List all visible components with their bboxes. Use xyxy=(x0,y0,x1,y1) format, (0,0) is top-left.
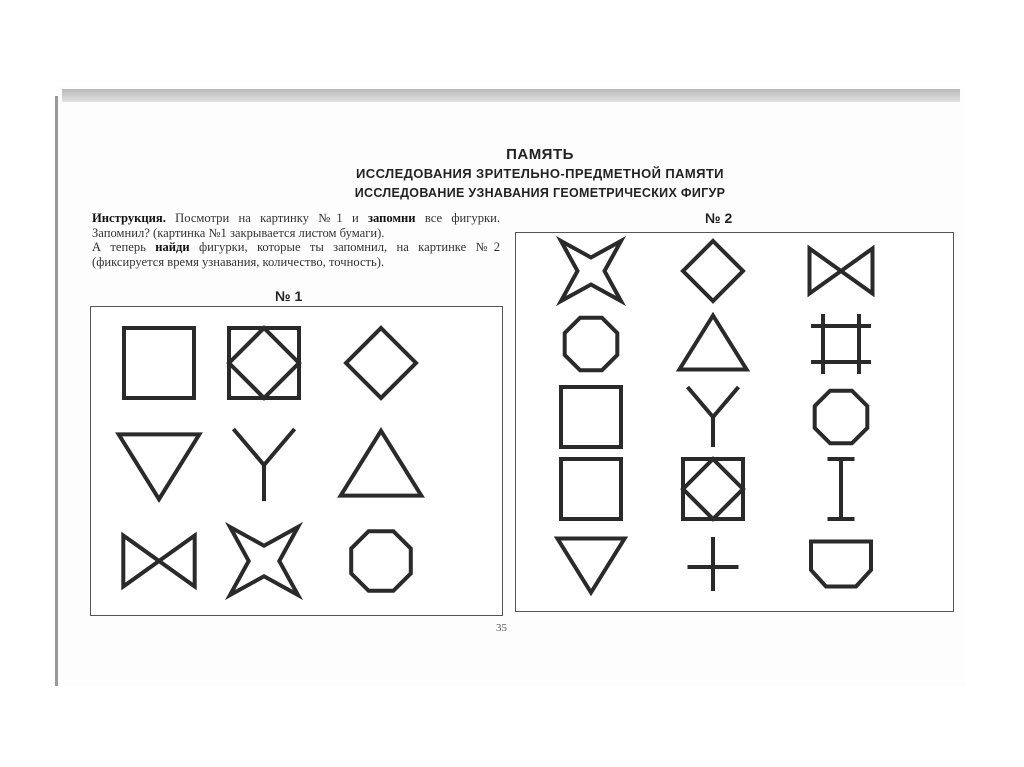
octagon-icon xyxy=(815,391,868,444)
d-shape-icon xyxy=(811,542,871,587)
hash-icon xyxy=(811,314,871,374)
i-beam-icon xyxy=(828,459,855,519)
panel-2-figures xyxy=(516,233,953,611)
triangle-up-icon xyxy=(341,431,422,496)
triangle-down-icon xyxy=(557,539,624,593)
panel-1 xyxy=(90,306,503,616)
panel-2 xyxy=(515,232,954,612)
instruction-part-2: все фигурки. Запомнил? (картинка №1 закрывается листом бумаги). xyxy=(92,211,500,240)
instruction-keyword-find: найди xyxy=(155,240,190,255)
y-shape-icon xyxy=(233,429,294,501)
page-number: 35 xyxy=(496,622,507,634)
instruction-part-4: фигурки, которые ты запомнил, на картинке №2 (фиксируется время узнавания, количество, точность). xyxy=(92,240,500,269)
panel-2-label: № 2 xyxy=(705,210,733,226)
page-subtitle-1: ИССЛЕДОВАНИЯ ЗРИТЕЛЬНО-ПРЕДМЕТНОЙ ПАМЯТИ xyxy=(356,166,724,181)
octagon-icon xyxy=(351,531,411,591)
star4-icon xyxy=(561,241,621,301)
square-diamond-icon xyxy=(683,459,743,519)
scan-top-edge xyxy=(62,89,960,102)
cross-icon xyxy=(688,537,739,591)
diamond-icon xyxy=(683,241,743,301)
instruction-text xyxy=(92,211,500,269)
octagon-icon xyxy=(565,318,618,371)
panel-1-figures xyxy=(91,307,502,615)
square-icon xyxy=(124,328,194,398)
star4-icon xyxy=(230,527,298,595)
triangle-down-icon xyxy=(119,434,200,499)
panel-1-label: № 1 xyxy=(275,288,303,304)
instruction-label: Инструкция. xyxy=(92,211,166,225)
bowtie-icon xyxy=(810,249,873,294)
instruction-part-3: А теперь xyxy=(92,240,156,255)
triangle-up-icon xyxy=(679,316,746,370)
y-shape-icon xyxy=(688,387,739,447)
diamond-icon xyxy=(346,328,416,398)
bowtie-icon xyxy=(123,536,194,587)
page-subtitle-2: ИССЛЕДОВАНИЕ УЗНАВАНИЯ ГЕОМЕТРИЧЕСКИХ ФИГУР xyxy=(354,186,726,200)
square-diamond-icon xyxy=(229,328,299,398)
instruction-part-1: Посмотри на картинку №1 и xyxy=(165,211,368,225)
scan-left-edge xyxy=(55,96,58,686)
square-icon xyxy=(561,387,621,447)
instruction-keyword-remember: запомни xyxy=(367,211,416,225)
square-icon xyxy=(561,459,621,519)
page-title: ПАМЯТЬ xyxy=(506,146,574,163)
